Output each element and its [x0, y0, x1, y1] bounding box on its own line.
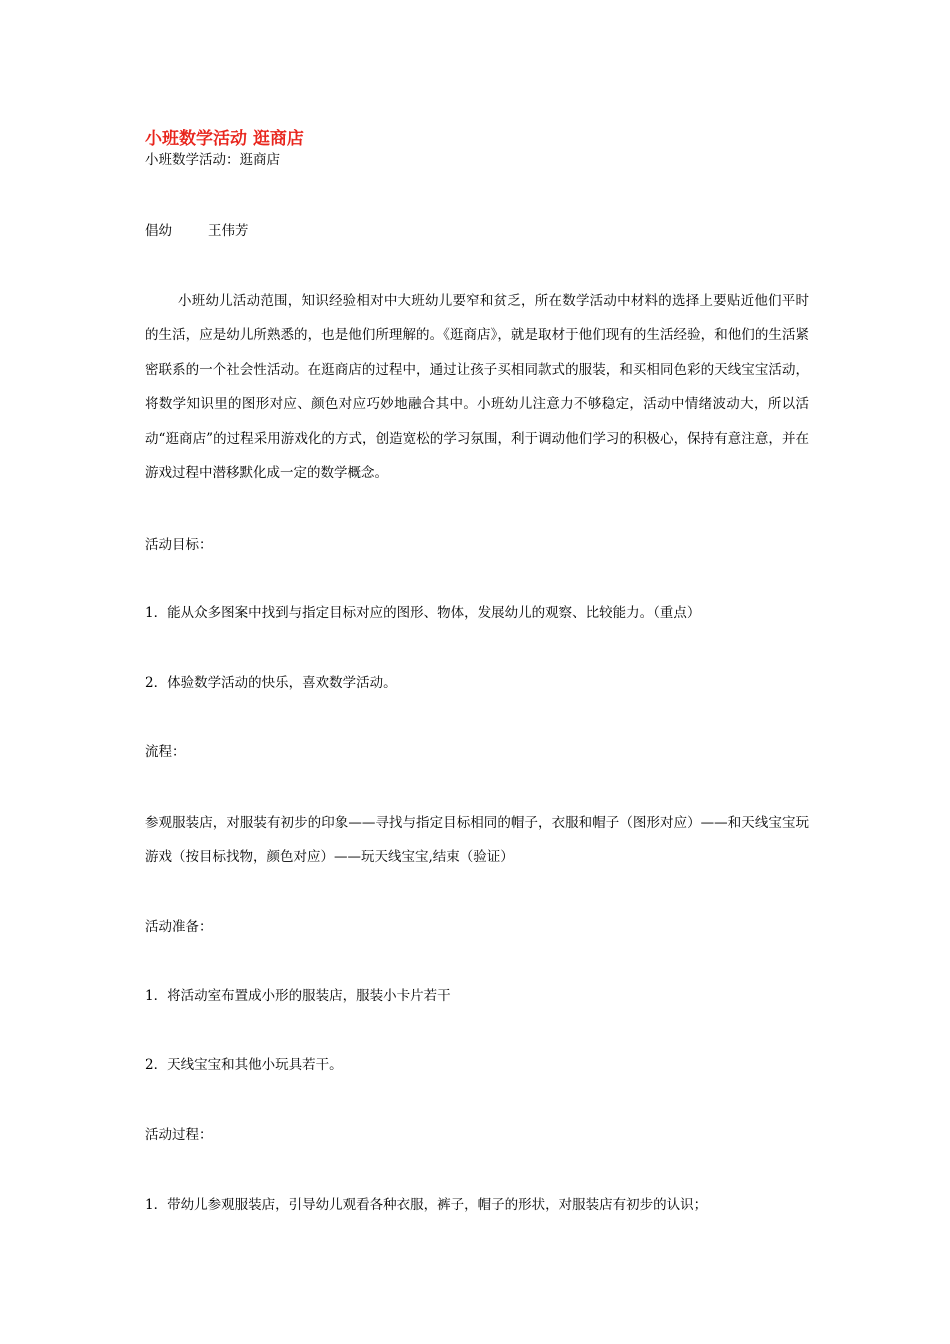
process-item-1: 1．带幼儿参观服装店，引导幼儿观看各种衣服，裤子，帽子的形状，对服装店有初步的认识； — [145, 1197, 708, 1213]
author-name: 王伟芳 — [208, 223, 249, 239]
process-heading: 活动过程： — [145, 1127, 213, 1143]
goal-item-1: 1．能从众多图案中找到与指定目标对应的图形、物体，发展幼儿的观察、比较能力。（重点） — [145, 605, 701, 621]
author-line — [145, 221, 249, 241]
intro-paragraph: 小班幼儿活动范围，知识经验相对中大班幼儿要窄和贫乏，所在数学活动中材料的选择上要贴近他们平时的生活，应是幼儿所熟悉的，也是他们所理解的。《逛商店》，就是取材于他们现有的生活经验，和他们的生活紧密联系的一个社会性活动。在逛商店的过程中，通过让孩子买相同款式的服装，和买相同色彩的天线宝宝活动，将数学知识里的图形对应、颜色对应巧妙地融合其中。小班幼儿注意力不够稳定，活动中情绪波动大，所以活动“逛商店”的过程采用游戏化的方式，创造宽松的学习氛围，利于调动他们学习的积极心，保持有意注意，并在游戏过程中潜移默化成一定的数学概念。 — [145, 293, 809, 482]
author-school: 倡幼 — [145, 223, 172, 239]
prep-item-2: 2．天线宝宝和其他小玩具若干。 — [145, 1057, 343, 1073]
prep-heading: 活动准备： — [145, 919, 213, 935]
document-title: 小班数学活动 逛商店 — [145, 129, 304, 149]
flow-heading: 流程： — [145, 744, 186, 760]
goal-item-2: 2．体验数学活动的快乐，喜欢数学活动。 — [145, 675, 397, 691]
flow-paragraph: 参观服装店，对服装有初步的印象——寻找与指定目标相同的帽子，衣服和帽子（图形对应）——和天线宝宝玩游戏（按目标找物，颜色对应）——玩天线宝宝,结束（验证） — [145, 815, 809, 866]
prep-item-1: 1．将活动室布置成小形的服装店，服装小卡片若干 — [145, 988, 451, 1004]
document-subtitle: 小班数学活动：逛商店 — [145, 152, 280, 168]
goals-heading: 活动目标： — [145, 537, 213, 553]
